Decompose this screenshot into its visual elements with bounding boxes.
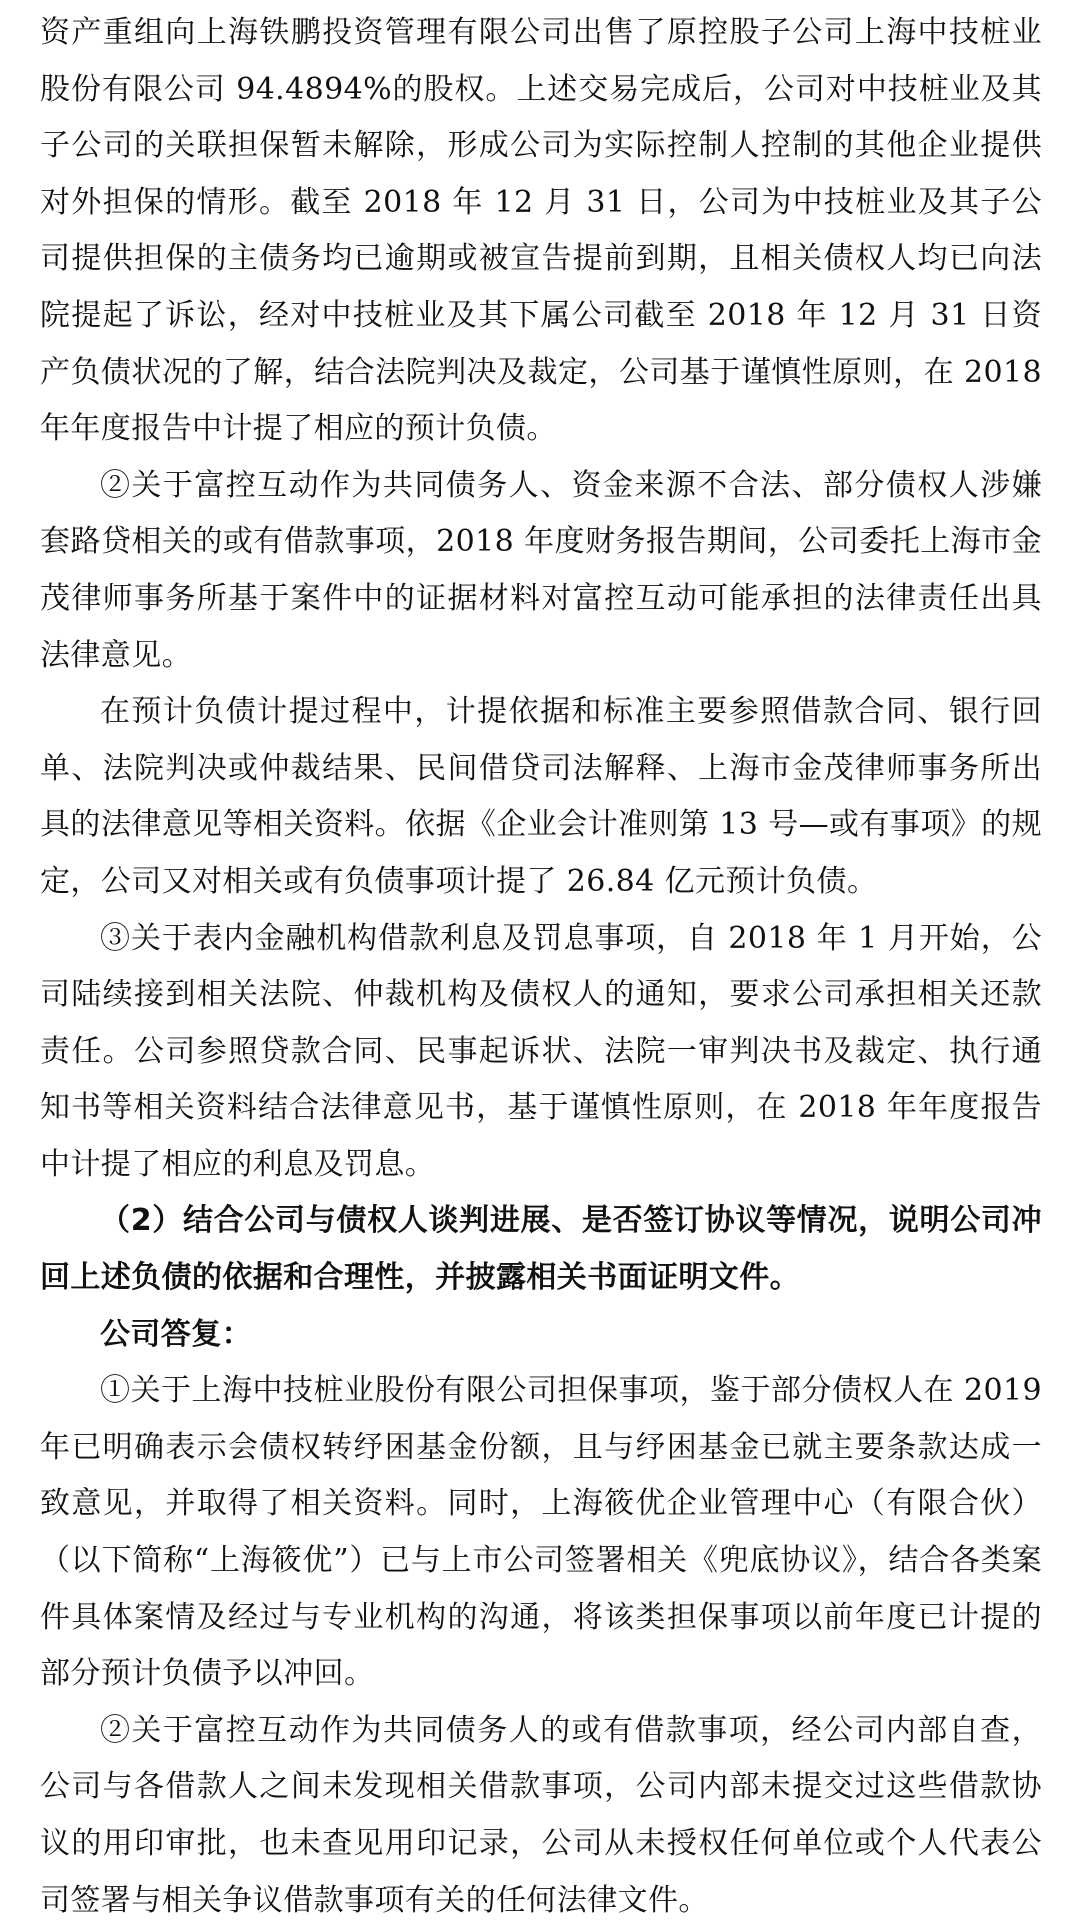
- paragraph-guarantee-background: 资产重组向上海铁鹏投资管理有限公司出售了原控股子公司上海中技桩业股份有限公司 94.4894%的股权。上述交易完成后，公司对中技桩业及其子公司的关联担保暂未解除，形成公司为实际控制人控制的其他企业提供对外担保的情形。截至 2018 年 12 月 31 日，公司为中技桩业及其子公司提供担保的主债务均已逾期或被宣告提前到期，且相关债权人均已向法院提起了诉讼，经对中技桩业及其下属公司截至 2018 年 12 月 31 日资产负债状况的了解，结合法院判决及裁定，公司基于谨慎性原则，在 2018 年年度报告中计提了相应的预计负债。: [40, 15, 1042, 447]
- paragraph-interest-penalty: ③关于表内金融机构借款利息及罚息事项，自 2018 年 1 月开始，公司陆续接到相关法院、仲裁机构及债权人的通知，要求公司承担相关还款责任。公司参照贷款合同、民事起诉状、法院一审判决书及裁定、执行通知书等相关资料结合法律意见书，基于谨慎性原则，在 2018 年年度报告中计提了相应的利息及罚息。: [40, 920, 1042, 1182]
- paragraph-reply-guarantee: ①关于上海中技桩业股份有限公司担保事项，鉴于部分债权人在 2019 年已明确表示会债权转纾困基金份额，且与纾困基金已就主要条款达成一致意见，并取得了相关资料。同时，上海筱优企业管理中心（有限合伙）（以下简称“上海筱优”）已与上市公司签署相关《兜底协议》，结合各类案件具体案情及经过与专业机构的沟通，将该类担保事项以前年度已计提的部分预计负债予以冲回。: [40, 1373, 1042, 1692]
- document-page: [40, 0, 1042, 1918]
- paragraph-reply-fukong: ②关于富控互动作为共同债务人的或有借款事项，经公司内部自查，公司与各借款人之间未发现相关借款事项，公司内部未提交过这些借款协议的用印审批，也未查见用印记录，公司从未授权任何单位或个人代表公司签署与相关争议借款事项有关的任何法律文件。: [40, 1712, 1042, 1918]
- paragraph-provision-basis: 在预计负债计提过程中，计提依据和标准主要参照借款合同、银行回单、法院判决或仲裁结果、民间借贷司法解释、上海市金茂律师事务所出具的法律意见等相关资料。依据《企业会计准则第 13 号—或有事项》的规定，公司又对相关或有负债事项计提了 26.84 亿元预计负债。: [40, 694, 1042, 899]
- paragraph-fukong-contingent-loans: ②关于富控互动作为共同债务人、资金来源不合法、部分债权人涉嫌套路贷相关的或有借款事项，2018 年度财务报告期间，公司委托上海市金茂律师事务所基于案件中的证据材料对富控互动可能承担的法律责任出具法律意见。: [40, 467, 1042, 673]
- question-heading: （2）结合公司与债权人谈判进展、是否签订协议等情况，说明公司冲回上述负债的依据和合理性，并披露相关书面证明文件。: [40, 1203, 1042, 1296]
- company-reply-heading: 公司答复：: [100, 1316, 252, 1352]
